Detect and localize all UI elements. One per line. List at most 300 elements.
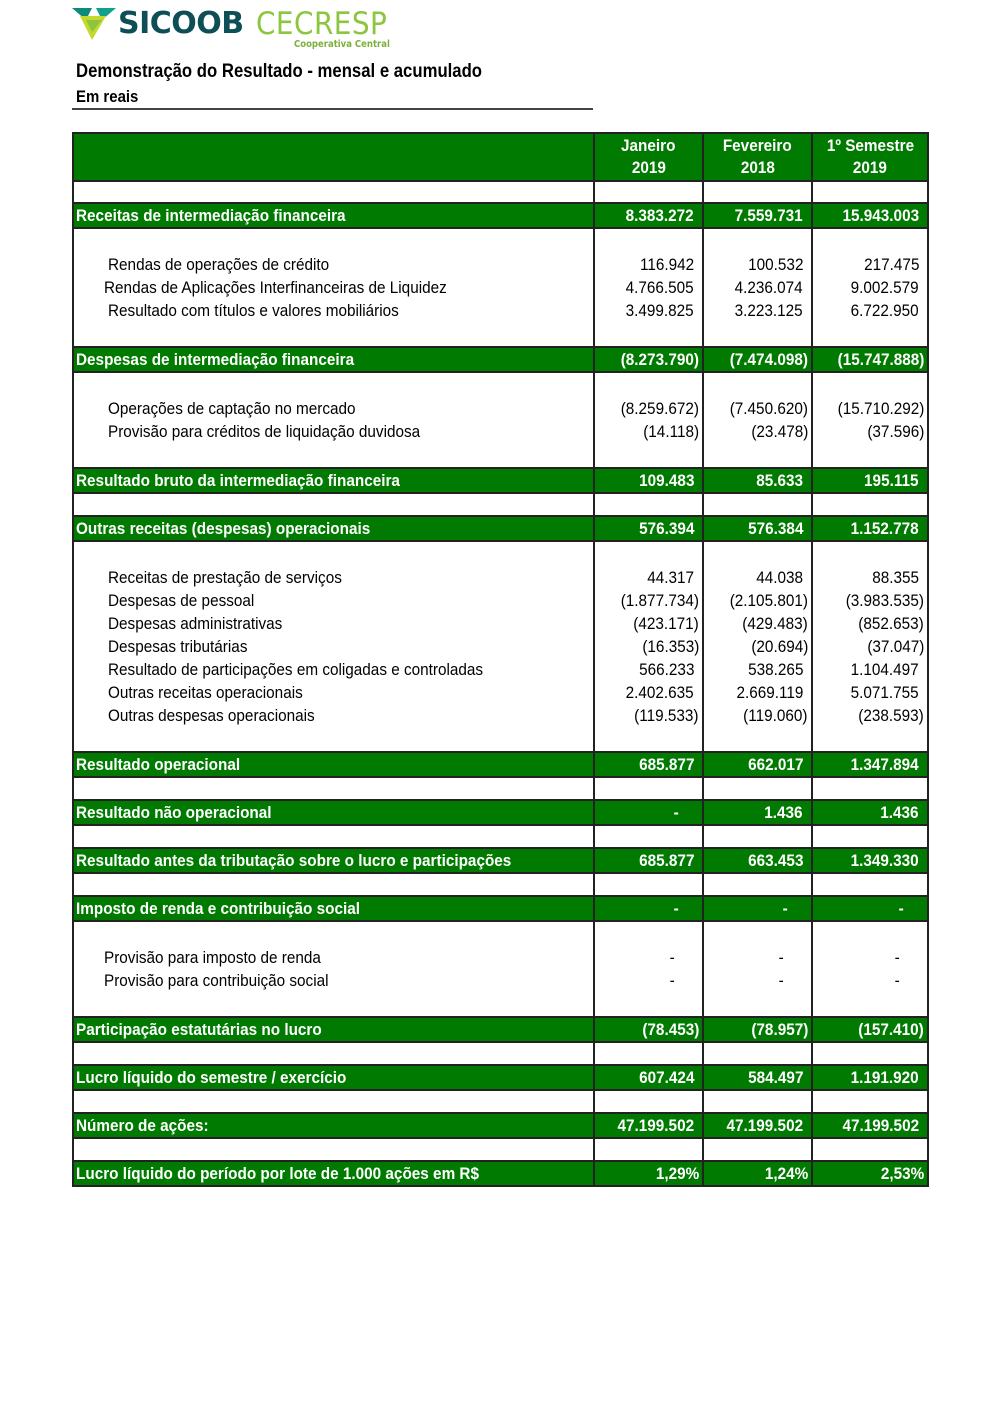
section-total-row <box>73 468 928 493</box>
spacer-cell <box>73 777 594 800</box>
line-item-row <box>73 612 928 635</box>
line-item-label-cell <box>73 946 594 969</box>
value-semestre-2019 <box>812 946 928 969</box>
value-semestre-2019 <box>812 566 928 589</box>
spacer-row <box>73 443 928 468</box>
value: 195.115 <box>864 470 919 490</box>
section-total-row <box>73 203 928 228</box>
value: (8.259.672) <box>620 398 699 418</box>
value-semestre-2019 <box>812 420 928 443</box>
section-total-row <box>73 800 928 825</box>
spacer-row <box>73 921 928 946</box>
spacer-row <box>73 228 928 253</box>
value-semestre-2019 <box>812 612 928 635</box>
spacer-cell <box>812 777 928 800</box>
spacer-row <box>73 1042 928 1065</box>
value: 607.424 <box>638 1067 694 1087</box>
spacer-cell <box>703 873 812 896</box>
line-item-row <box>73 420 928 443</box>
section-label-cell <box>73 1065 594 1090</box>
value-janeiro-2019 <box>594 800 703 825</box>
value: 47.199.502 <box>617 1115 694 1135</box>
line-item-label-cell <box>73 612 594 635</box>
spacer-cell <box>73 181 594 203</box>
value-semestre-2019 <box>812 347 928 372</box>
value: 662.017 <box>747 754 803 774</box>
value-janeiro-2019 <box>594 658 703 681</box>
section-label-cell <box>73 203 594 228</box>
spacer-row <box>73 777 928 800</box>
value: 88.355 <box>872 567 919 587</box>
value: (14.118) <box>643 421 699 441</box>
value-fevereiro-2018 <box>703 658 812 681</box>
value-semestre-2019 <box>812 1113 928 1138</box>
spacer-row <box>73 493 928 516</box>
value: 2,53% <box>880 1163 924 1183</box>
spacer-cell <box>703 181 812 203</box>
value: (1.877.734) <box>620 590 699 610</box>
spacer-cell <box>594 825 703 848</box>
spacer-cell <box>594 921 703 946</box>
value: (119.533) <box>634 705 699 725</box>
spacer-cell <box>703 1042 812 1065</box>
value: 7.559.731 <box>734 205 803 225</box>
value-semestre-2019 <box>812 752 928 777</box>
spacer-cell <box>73 873 594 896</box>
value-janeiro-2019 <box>594 969 703 992</box>
column-header-line2: 2019 <box>852 158 888 177</box>
spacer-cell <box>594 777 703 800</box>
income-statement-table <box>72 132 929 1187</box>
column-header-fevereiro <box>703 133 812 181</box>
line-item-row <box>73 946 928 969</box>
spacer-cell <box>812 1138 928 1161</box>
spacer-cell <box>703 825 812 848</box>
value: 1.349.330 <box>850 850 919 870</box>
value-semestre-2019 <box>812 848 928 873</box>
value: (78.957) <box>751 1019 808 1039</box>
value-janeiro-2019 <box>594 896 703 921</box>
value-janeiro-2019 <box>594 516 703 541</box>
line-item-row <box>73 253 928 276</box>
value: - <box>778 947 784 967</box>
value-semestre-2019 <box>812 658 928 681</box>
value-semestre-2019 <box>812 468 928 493</box>
spacer-row <box>73 1138 928 1161</box>
section-label: Lucro líquido do semestre / exercício <box>76 1067 347 1087</box>
spacer-cell <box>812 541 928 566</box>
value-semestre-2019 <box>812 1065 928 1090</box>
section-label: Outras receitas (despesas) operacionais <box>76 518 371 538</box>
spacer-cell <box>594 181 703 203</box>
value-janeiro-2019 <box>594 946 703 969</box>
value: - <box>673 802 679 822</box>
line-item-label-cell <box>73 299 594 322</box>
value: 566.233 <box>638 659 694 679</box>
spacer-cell <box>73 1042 594 1065</box>
spacer-cell <box>594 228 703 253</box>
line-item-label: Provisão para créditos de liquidação duvidosa <box>108 421 421 441</box>
value-janeiro-2019 <box>594 848 703 873</box>
section-label-cell <box>73 347 594 372</box>
value-fevereiro-2018 <box>703 612 812 635</box>
value-fevereiro-2018 <box>703 946 812 969</box>
value-fevereiro-2018 <box>703 896 812 921</box>
section-total-row <box>73 1065 928 1090</box>
value-semestre-2019 <box>812 969 928 992</box>
value: 4.236.074 <box>734 277 803 297</box>
spacer-cell <box>812 825 928 848</box>
value: (852.653) <box>858 613 924 633</box>
title-divider <box>72 108 593 110</box>
value-semestre-2019 <box>812 397 928 420</box>
value-janeiro-2019 <box>594 253 703 276</box>
spacer-cell <box>812 873 928 896</box>
value: (157.410) <box>858 1019 924 1039</box>
value-semestre-2019 <box>812 896 928 921</box>
value-fevereiro-2018 <box>703 1161 812 1186</box>
line-item-row <box>73 566 928 589</box>
line-item-row <box>73 397 928 420</box>
section-label-cell <box>73 1113 594 1138</box>
section-label: Lucro líquido do período por lote de 1.000 ações em R$ <box>76 1163 479 1183</box>
spacer-cell <box>73 493 594 516</box>
spacer-cell <box>812 921 928 946</box>
value: 576.384 <box>747 518 803 538</box>
value: 9.002.579 <box>850 277 919 297</box>
value-fevereiro-2018 <box>703 203 812 228</box>
spacer-cell <box>594 992 703 1017</box>
section-total-row <box>73 1161 928 1186</box>
spacer-cell <box>594 1138 703 1161</box>
line-item-row <box>73 635 928 658</box>
value: 1.436 <box>764 802 803 822</box>
spacer-cell <box>594 1042 703 1065</box>
value-janeiro-2019 <box>594 566 703 589</box>
section-label-cell <box>73 896 594 921</box>
value-fevereiro-2018 <box>703 1113 812 1138</box>
value-semestre-2019 <box>812 276 928 299</box>
line-item-label-cell <box>73 589 594 612</box>
section-label-cell <box>73 468 594 493</box>
line-item-label: Provisão para contribuição social <box>104 970 329 990</box>
value: - <box>673 898 679 918</box>
line-item-label: Despesas administrativas <box>108 613 283 633</box>
spacer-cell <box>703 443 812 468</box>
section-total-row <box>73 1017 928 1042</box>
spacer-cell <box>812 992 928 1017</box>
spacer-cell <box>703 921 812 946</box>
line-item-label: Outras receitas operacionais <box>108 682 303 702</box>
line-item-label-cell <box>73 635 594 658</box>
line-item-row <box>73 681 928 704</box>
section-label-cell <box>73 1017 594 1042</box>
value-janeiro-2019 <box>594 1113 703 1138</box>
value: 47.199.502 <box>726 1115 803 1135</box>
value-janeiro-2019 <box>594 681 703 704</box>
column-header-line2: 2019 <box>631 158 666 177</box>
spacer-cell <box>73 372 594 397</box>
value: 1.436 <box>880 802 919 822</box>
value-semestre-2019 <box>812 704 928 727</box>
value: 1.104.497 <box>850 659 919 679</box>
value: 15.943.003 <box>842 205 919 225</box>
spacer-cell <box>594 493 703 516</box>
value-semestre-2019 <box>812 635 928 658</box>
value-janeiro-2019 <box>594 1017 703 1042</box>
spacer-cell <box>703 1138 812 1161</box>
line-item-label-cell <box>73 704 594 727</box>
value-janeiro-2019 <box>594 752 703 777</box>
spacer-row <box>73 541 928 566</box>
column-header-semestre <box>812 133 928 181</box>
line-item-row <box>73 589 928 612</box>
value: 576.394 <box>638 518 694 538</box>
spacer-row <box>73 372 928 397</box>
value-janeiro-2019 <box>594 1161 703 1186</box>
spacer-cell <box>812 372 928 397</box>
spacer-cell <box>594 541 703 566</box>
spacer-cell <box>594 443 703 468</box>
spacer-cell <box>812 228 928 253</box>
section-label-cell <box>73 516 594 541</box>
spacer-cell <box>703 727 812 752</box>
spacer-cell <box>703 228 812 253</box>
line-item-row <box>73 299 928 322</box>
spacer-cell <box>594 727 703 752</box>
spacer-cell <box>812 493 928 516</box>
value: 109.483 <box>638 470 694 490</box>
spacer-cell <box>703 777 812 800</box>
table-header-row <box>73 133 928 181</box>
line-item-label: Resultado com títulos e valores mobiliários <box>108 300 399 320</box>
value-janeiro-2019 <box>594 397 703 420</box>
section-total-row <box>73 848 928 873</box>
value: 85.633 <box>756 470 803 490</box>
spacer-cell <box>73 1138 594 1161</box>
line-item-row <box>73 658 928 681</box>
section-label: Resultado operacional <box>76 754 241 774</box>
value-fevereiro-2018 <box>703 681 812 704</box>
column-header-janeiro <box>594 133 703 181</box>
section-label: Participação estatutárias no lucro <box>76 1019 322 1039</box>
logo-brand-primary: SICOOB <box>118 6 244 41</box>
value: - <box>669 947 675 967</box>
value-fevereiro-2018 <box>703 397 812 420</box>
spacer-cell <box>812 727 928 752</box>
value-fevereiro-2018 <box>703 1065 812 1090</box>
line-item-label: Outras despesas operacionais <box>108 705 315 725</box>
spacer-cell <box>594 322 703 347</box>
line-item-label-cell <box>73 566 594 589</box>
spacer-row <box>73 322 928 347</box>
value: (3.983.535) <box>845 590 924 610</box>
value-janeiro-2019 <box>594 1065 703 1090</box>
spacer-cell <box>703 541 812 566</box>
value-janeiro-2019 <box>594 635 703 658</box>
value-fevereiro-2018 <box>703 253 812 276</box>
spacer-cell <box>594 372 703 397</box>
value: (15.710.292) <box>837 398 924 418</box>
value: (119.060) <box>743 705 808 725</box>
line-item-label-cell <box>73 681 594 704</box>
spacer-cell <box>703 322 812 347</box>
value: 217.475 <box>863 254 919 274</box>
column-header-line2: 2018 <box>740 158 775 177</box>
value: (7.450.620) <box>729 398 808 418</box>
spacer-row <box>73 873 928 896</box>
value: 5.071.755 <box>850 682 919 702</box>
value: - <box>894 947 900 967</box>
value: - <box>898 898 904 918</box>
section-label-cell <box>73 800 594 825</box>
line-item-row <box>73 704 928 727</box>
section-total-row <box>73 1113 928 1138</box>
value: (2.105.801) <box>729 590 808 610</box>
spacer-cell <box>594 873 703 896</box>
line-item-label-cell <box>73 397 594 420</box>
value: (7.474.098) <box>729 349 808 369</box>
value-semestre-2019 <box>812 1161 928 1186</box>
value-semestre-2019 <box>812 1017 928 1042</box>
section-label-cell <box>73 752 594 777</box>
spacer-cell <box>73 727 594 752</box>
value: 8.383.272 <box>625 205 694 225</box>
value: 6.722.950 <box>850 300 919 320</box>
value-fevereiro-2018 <box>703 299 812 322</box>
section-label: Imposto de renda e contribuição social <box>76 898 360 918</box>
section-label-cell <box>73 848 594 873</box>
spacer-cell <box>812 322 928 347</box>
value-semestre-2019 <box>812 589 928 612</box>
value-semestre-2019 <box>812 800 928 825</box>
spacer-cell <box>73 1090 594 1113</box>
line-item-label-cell <box>73 969 594 992</box>
value: 584.497 <box>747 1067 803 1087</box>
value: - <box>778 970 784 990</box>
sicoob-triangle-icon <box>72 6 116 40</box>
value-fevereiro-2018 <box>703 704 812 727</box>
value-fevereiro-2018 <box>703 589 812 612</box>
value: 538.265 <box>747 659 803 679</box>
line-item-row <box>73 969 928 992</box>
value: 1,29% <box>655 1163 699 1183</box>
value-fevereiro-2018 <box>703 800 812 825</box>
header-label-cell <box>73 133 594 181</box>
value-janeiro-2019 <box>594 276 703 299</box>
value: (423.171) <box>633 613 699 633</box>
spacer-row <box>73 992 928 1017</box>
value-fevereiro-2018 <box>703 420 812 443</box>
section-total-row <box>73 347 928 372</box>
spacer-cell <box>703 1090 812 1113</box>
line-item-label: Provisão para imposto de renda <box>104 947 321 967</box>
column-header-line1: Fevereiro <box>723 136 792 155</box>
line-item-label: Operações de captação no mercado <box>108 398 356 418</box>
value: 685.877 <box>638 754 694 774</box>
section-label: Resultado bruto da intermediação financeira <box>76 470 400 490</box>
line-item-row <box>73 276 928 299</box>
spacer-cell <box>812 181 928 203</box>
value: (429.483) <box>742 613 808 633</box>
value-janeiro-2019 <box>594 704 703 727</box>
value-janeiro-2019 <box>594 420 703 443</box>
value-janeiro-2019 <box>594 468 703 493</box>
line-item-label: Despesas de pessoal <box>108 590 255 610</box>
value-semestre-2019 <box>812 203 928 228</box>
spacer-cell <box>73 992 594 1017</box>
spacer-cell <box>594 1090 703 1113</box>
line-item-label-cell <box>73 253 594 276</box>
spacer-cell <box>812 1090 928 1113</box>
section-label: Receitas de intermediação financeira <box>76 205 346 225</box>
section-label: Despesas de intermediação financeira <box>76 349 355 369</box>
value-semestre-2019 <box>812 299 928 322</box>
value-fevereiro-2018 <box>703 1017 812 1042</box>
value-fevereiro-2018 <box>703 848 812 873</box>
spacer-row <box>73 825 928 848</box>
column-header-line1: 1º Semestre <box>826 136 914 155</box>
section-label: Número de ações: <box>76 1115 209 1135</box>
value-semestre-2019 <box>812 253 928 276</box>
column-header-line1: Janeiro <box>621 136 676 155</box>
line-item-label: Receitas de prestação de serviços <box>108 567 342 587</box>
value-fevereiro-2018 <box>703 347 812 372</box>
line-item-label: Resultado de participações em coligadas e controladas <box>108 659 484 679</box>
value: 663.453 <box>747 850 803 870</box>
value: 1.152.778 <box>850 518 919 538</box>
value: 1.191.920 <box>850 1067 919 1087</box>
value: 116.942 <box>639 254 694 274</box>
value-janeiro-2019 <box>594 589 703 612</box>
value: 44.317 <box>647 567 694 587</box>
section-total-row <box>73 752 928 777</box>
document-title: Demonstração do Resultado - mensal e acumulado <box>76 61 483 82</box>
value-janeiro-2019 <box>594 203 703 228</box>
value: (16.353) <box>642 636 699 656</box>
logo-brand-secondary: CECRESP <box>256 6 388 42</box>
spacer-row <box>73 727 928 752</box>
value: 4.766.505 <box>625 277 694 297</box>
section-label: Resultado antes da tributação sobre o lucro e participações <box>76 850 512 870</box>
spacer-cell <box>73 322 594 347</box>
value: 44.038 <box>756 567 803 587</box>
value: 3.499.825 <box>625 300 694 320</box>
spacer-cell <box>73 541 594 566</box>
value: (37.047) <box>867 636 924 656</box>
line-item-label-cell <box>73 276 594 299</box>
sicoob-cecresp-logo <box>72 6 417 50</box>
section-total-row <box>73 896 928 921</box>
value: - <box>782 898 788 918</box>
value-janeiro-2019 <box>594 299 703 322</box>
value: (15.747.888) <box>837 349 924 369</box>
section-total-row <box>73 516 928 541</box>
section-label-cell <box>73 1161 594 1186</box>
line-item-label: Despesas tributárias <box>108 636 248 656</box>
value-janeiro-2019 <box>594 347 703 372</box>
spacer-cell <box>703 992 812 1017</box>
logo-tagline: Cooperativa Central <box>294 39 390 50</box>
spacer-cell <box>73 825 594 848</box>
value: 685.877 <box>638 850 694 870</box>
value: (37.596) <box>867 421 924 441</box>
value: 3.223.125 <box>734 300 803 320</box>
value-fevereiro-2018 <box>703 752 812 777</box>
spacer-cell <box>812 443 928 468</box>
spacer-cell <box>812 1042 928 1065</box>
value: (23.478) <box>751 421 808 441</box>
